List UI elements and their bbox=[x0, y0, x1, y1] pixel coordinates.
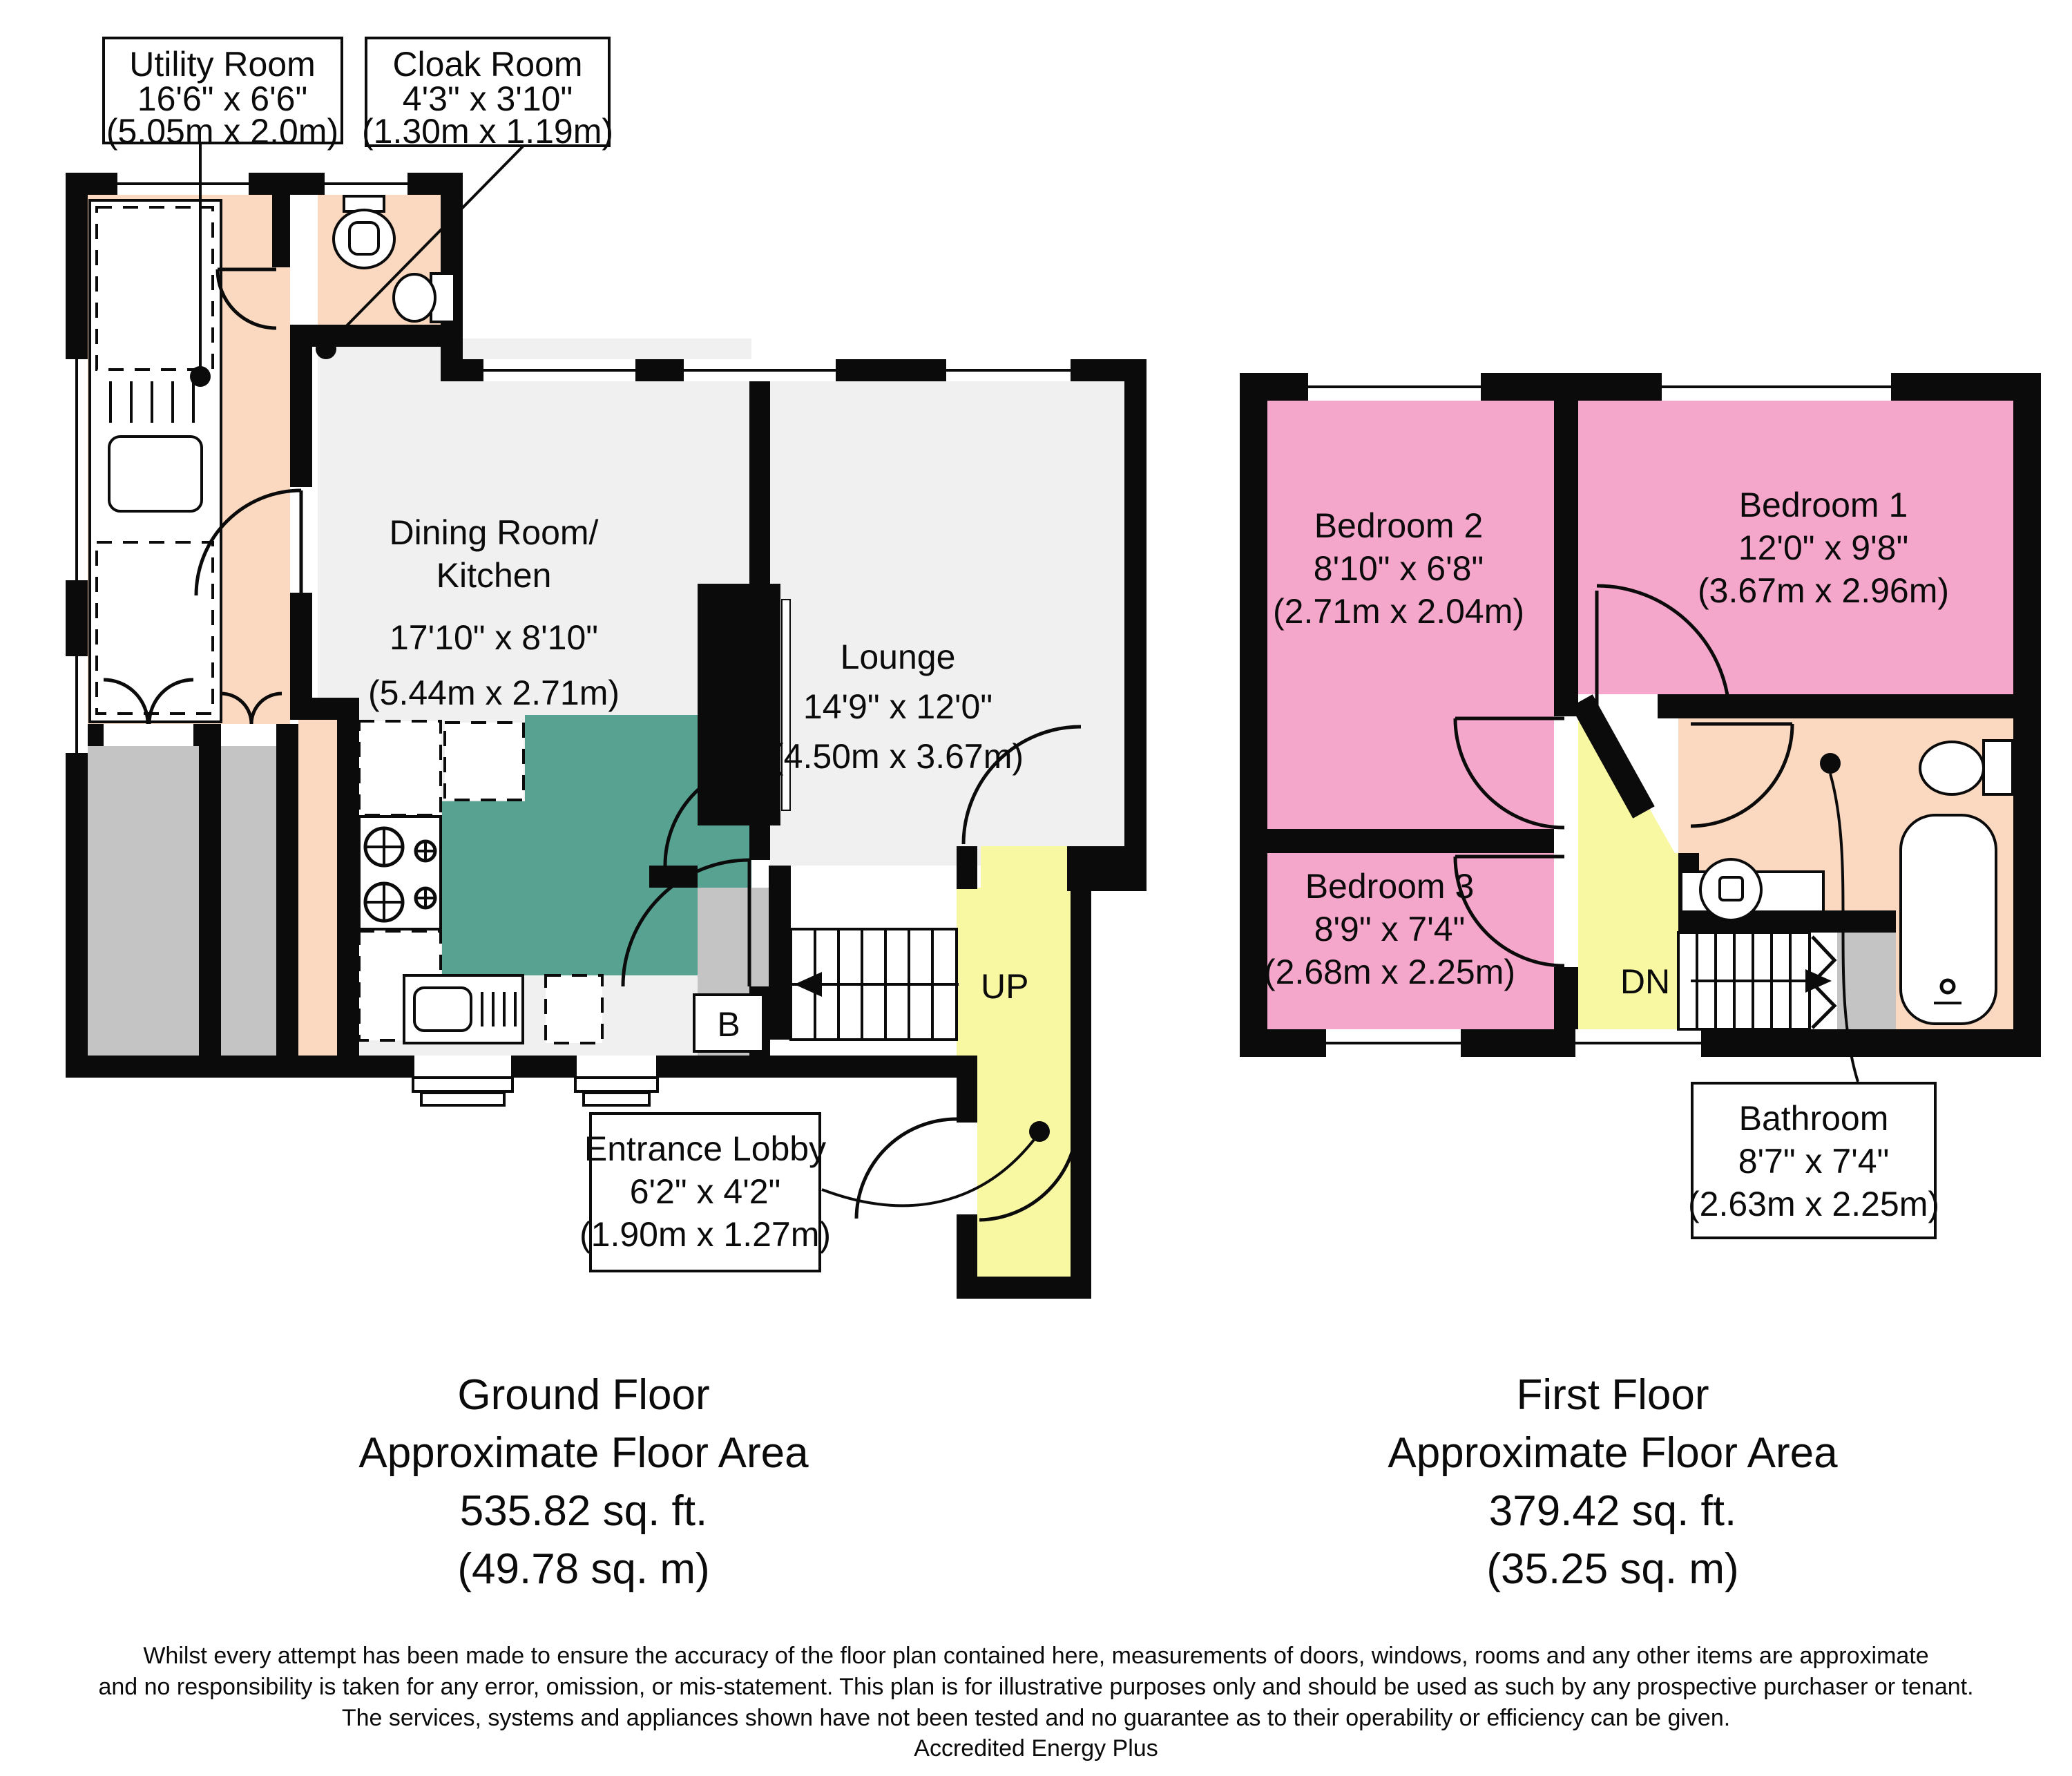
first-floor-area-ft: 379.42 sq. ft. bbox=[1488, 1487, 1737, 1535]
ground-floor-area-m: (49.78 sq. m) bbox=[457, 1545, 710, 1593]
boiler-label: B bbox=[717, 1005, 740, 1044]
kitchen-sink-icon bbox=[404, 975, 523, 1043]
window bbox=[483, 359, 635, 381]
ground-floor-plan bbox=[66, 38, 1147, 1299]
lobby-metric: (1.90m x 1.27m) bbox=[579, 1215, 832, 1254]
first-floor-area-m: (35.25 sq. m) bbox=[1486, 1545, 1739, 1593]
ground-floor-title-line: Ground Floor bbox=[457, 1371, 710, 1419]
toilet-icon bbox=[1920, 741, 2013, 794]
disclaimer-line-1: Whilst every attempt has been made to ensure the accuracy of the floor plan contained here, measurements of doors, windows, rooms and any other items are approximate bbox=[143, 1643, 1929, 1669]
disclaimer-line-2: and no responsibility is taken for any error, omission, or mis-statement. This plan is for illustrative purposes only and should be used as such by any prospective purchaser or tenant. bbox=[98, 1674, 1974, 1700]
porch-right-floor bbox=[221, 746, 276, 1056]
ground-floor-area-ft: 535.82 sq. ft. bbox=[459, 1487, 708, 1535]
stairs-down-label: DN bbox=[1620, 962, 1671, 1001]
first-floor-title-line: First Floor bbox=[1516, 1371, 1709, 1419]
lounge-floor bbox=[770, 381, 1124, 866]
bedroom3-dims: 8'9" x 7'4" bbox=[1314, 910, 1466, 948]
kitchen-counter-right bbox=[546, 975, 602, 1043]
utility-corridor-floor bbox=[298, 720, 337, 1056]
dining-metric: (5.44m x 2.71m) bbox=[367, 674, 620, 712]
stairs-up-label: UP bbox=[981, 967, 1029, 1006]
utility-wall-units bbox=[97, 207, 213, 370]
utility-sink-icon bbox=[109, 437, 202, 511]
disclaimer-credit: Accredited Energy Plus bbox=[914, 1735, 1158, 1761]
first-floor-subtitle: Approximate Floor Area bbox=[1388, 1429, 1838, 1477]
bedroom2-metric: (2.71m x 2.04m) bbox=[1272, 592, 1525, 631]
bathroom-metric: (2.63m x 2.25m) bbox=[1687, 1185, 1940, 1223]
window bbox=[325, 173, 407, 195]
stove-icon bbox=[359, 817, 441, 929]
bathroom-name: Bathroom bbox=[1738, 1099, 1889, 1138]
lobby-name: Entrance Lobby bbox=[584, 1129, 827, 1168]
cloak-metric: (1.30m x 1.19m) bbox=[361, 112, 614, 151]
window bbox=[66, 359, 88, 580]
utility-name: Utility Room bbox=[129, 45, 316, 84]
bedroom1-name: Bedroom 1 bbox=[1738, 486, 1908, 524]
lounge-dims: 14'9" x 12'0" bbox=[803, 687, 993, 726]
stairs-down bbox=[1678, 933, 1832, 1029]
disclaimer-line-3: The services, systems and appliances shown have not been tested and no guarantee as to their operability or efficiency can be given. bbox=[341, 1705, 1731, 1731]
dining-name-1: Dining Room/ bbox=[389, 513, 599, 552]
window bbox=[1326, 1029, 1461, 1057]
chimney-recess-line bbox=[782, 600, 790, 810]
cloak-name: Cloak Room bbox=[392, 45, 583, 84]
bedroom2-name: Bedroom 2 bbox=[1314, 506, 1484, 545]
lobby-dims: 6'2" x 4'2" bbox=[629, 1172, 781, 1211]
lounge-name: Lounge bbox=[840, 638, 956, 676]
door-steps bbox=[413, 1078, 658, 1105]
bath-icon bbox=[1901, 815, 1996, 1024]
toilet-icon bbox=[334, 196, 394, 268]
stairs-up bbox=[791, 929, 959, 1040]
utility-dims: 16'6" x 6'6" bbox=[137, 79, 308, 118]
dining-dims: 17'10" x 8'10" bbox=[389, 618, 599, 657]
ground-floor-subtitle: Approximate Floor Area bbox=[358, 1429, 809, 1477]
chimney-breast bbox=[698, 584, 780, 825]
window bbox=[1662, 373, 1891, 401]
bedroom2-dims: 8'10" x 6'8" bbox=[1313, 549, 1484, 588]
bedroom3-name: Bedroom 3 bbox=[1305, 867, 1475, 906]
first-floor-title bbox=[1388, 1371, 1838, 1593]
kitchen-counter-return bbox=[445, 723, 524, 800]
window bbox=[1308, 373, 1481, 401]
bathroom-dims: 8'7" x 7'4" bbox=[1738, 1142, 1890, 1181]
bedroom1-dims: 12'0" x 9'8" bbox=[1738, 528, 1909, 567]
disclaimer bbox=[98, 1643, 1973, 1761]
ground-floor-title bbox=[358, 1371, 809, 1593]
bedroom1-metric: (3.67m x 2.96m) bbox=[1697, 571, 1950, 610]
window bbox=[66, 656, 88, 753]
dining-name-2: Kitchen bbox=[436, 556, 552, 595]
bedroom3-metric: (2.68m x 2.25m) bbox=[1263, 953, 1516, 991]
porch-left-floor bbox=[88, 746, 199, 1056]
window bbox=[946, 359, 1071, 381]
utility-metric: (5.05m x 2.0m) bbox=[106, 112, 339, 151]
boiler bbox=[694, 995, 763, 1051]
basin-icon bbox=[394, 274, 454, 322]
lounge-metric: (4.50m x 3.67m) bbox=[771, 737, 1024, 776]
window bbox=[684, 359, 836, 381]
window bbox=[117, 173, 249, 195]
cloak-dims: 4'3" x 3'10" bbox=[402, 79, 573, 118]
window bbox=[1575, 1029, 1701, 1057]
first-floor-plan bbox=[1240, 373, 2041, 1238]
utility-base-units bbox=[97, 542, 213, 714]
kitchen-units-upper bbox=[359, 721, 441, 815]
